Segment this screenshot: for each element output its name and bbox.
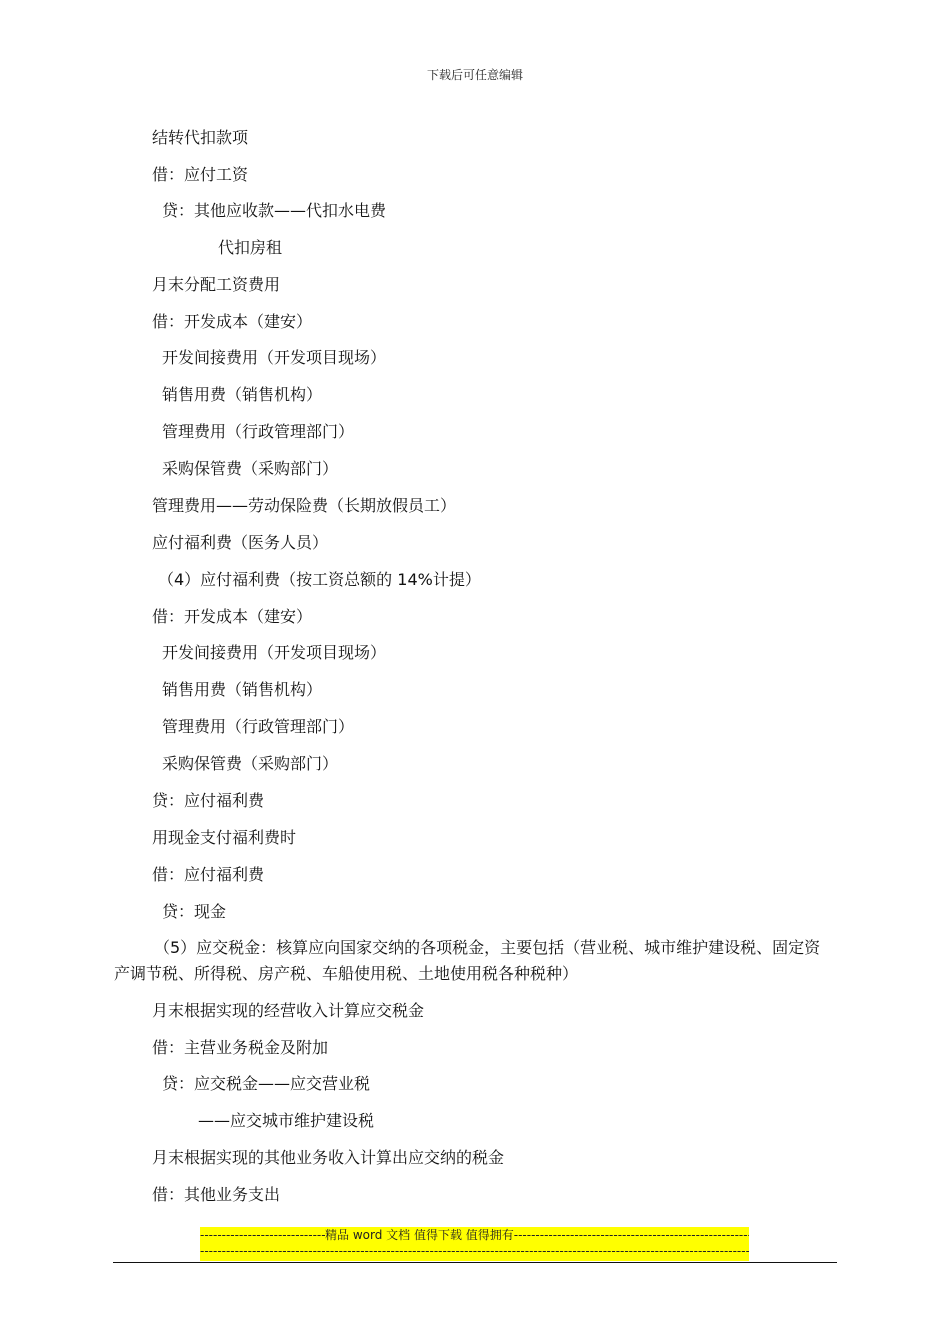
text-line: 月末根据实现的其他业务收入计算出应交纳的税金 [152, 1148, 505, 1167]
text-line: 借：应付工资 [152, 165, 249, 184]
text-line: 代扣房租 [218, 238, 283, 257]
text-line: 贷：应交税金——应交营业税 [162, 1074, 371, 1093]
text-line: 开发间接费用（开发项目现场） [162, 643, 387, 662]
text-line: 用现金支付福利费时 [152, 828, 297, 847]
text-line: 销售用费（销售机构） [162, 680, 323, 699]
text-line: 借：主营业务税金及附加 [152, 1038, 329, 1057]
dash-rule [514, 1227, 749, 1243]
text-line: 月末根据实现的经营收入计算应交税金 [152, 1001, 425, 1020]
text-line: 管理费用（行政管理部门） [162, 717, 355, 736]
dash-rule [200, 1227, 325, 1243]
text-line: 管理费用（行政管理部门） [162, 422, 355, 441]
text-line: 贷：应付福利费 [152, 791, 265, 810]
text-line: 借：开发成本（建安） [152, 312, 313, 331]
footer-banner [200, 1227, 749, 1261]
text-line: 销售用费（销售机构） [162, 385, 323, 404]
footer-banner-text: 精品 word 文档 值得下载 值得拥有 [325, 1228, 514, 1242]
footer-banner-row [200, 1227, 749, 1243]
tax-paragraph: （5）应交税金：核算应向国家交纳的各项税金，主要包括（营业税、城市维护建设税、固定资产调节税、所得税、房产税、车船使用税、土地使用税各种税种） [114, 938, 821, 983]
text-line: 采购保管费（采购部门） [162, 459, 339, 478]
footer-divider [113, 1262, 837, 1263]
text-line: ——应交城市维护建设税 [198, 1111, 375, 1130]
text-line: 采购保管费（采购部门） [162, 754, 339, 773]
text-line: 应付福利费（医务人员） [152, 533, 329, 552]
page-header: 下载后可任意编辑 [426, 68, 523, 82]
text-line: 借：其他业务支出 [152, 1185, 281, 1204]
text-line: 结转代扣款项 [152, 128, 249, 147]
text-line: （4）应付福利费（按工资总额的 14%计提） [158, 570, 481, 589]
text-line: 管理费用——劳动保险费（长期放假员工） [152, 496, 457, 515]
text-line: 贷：现金 [162, 902, 227, 921]
text-line: 月末分配工资费用 [152, 275, 281, 294]
text-line: 借：开发成本（建安） [152, 607, 313, 626]
text-line: 开发间接费用（开发项目现场） [162, 348, 387, 367]
text-line: 贷：其他应收款——代扣水电费 [162, 201, 387, 220]
dash-rule [200, 1243, 749, 1259]
text-line: 借：应付福利费 [152, 865, 265, 884]
